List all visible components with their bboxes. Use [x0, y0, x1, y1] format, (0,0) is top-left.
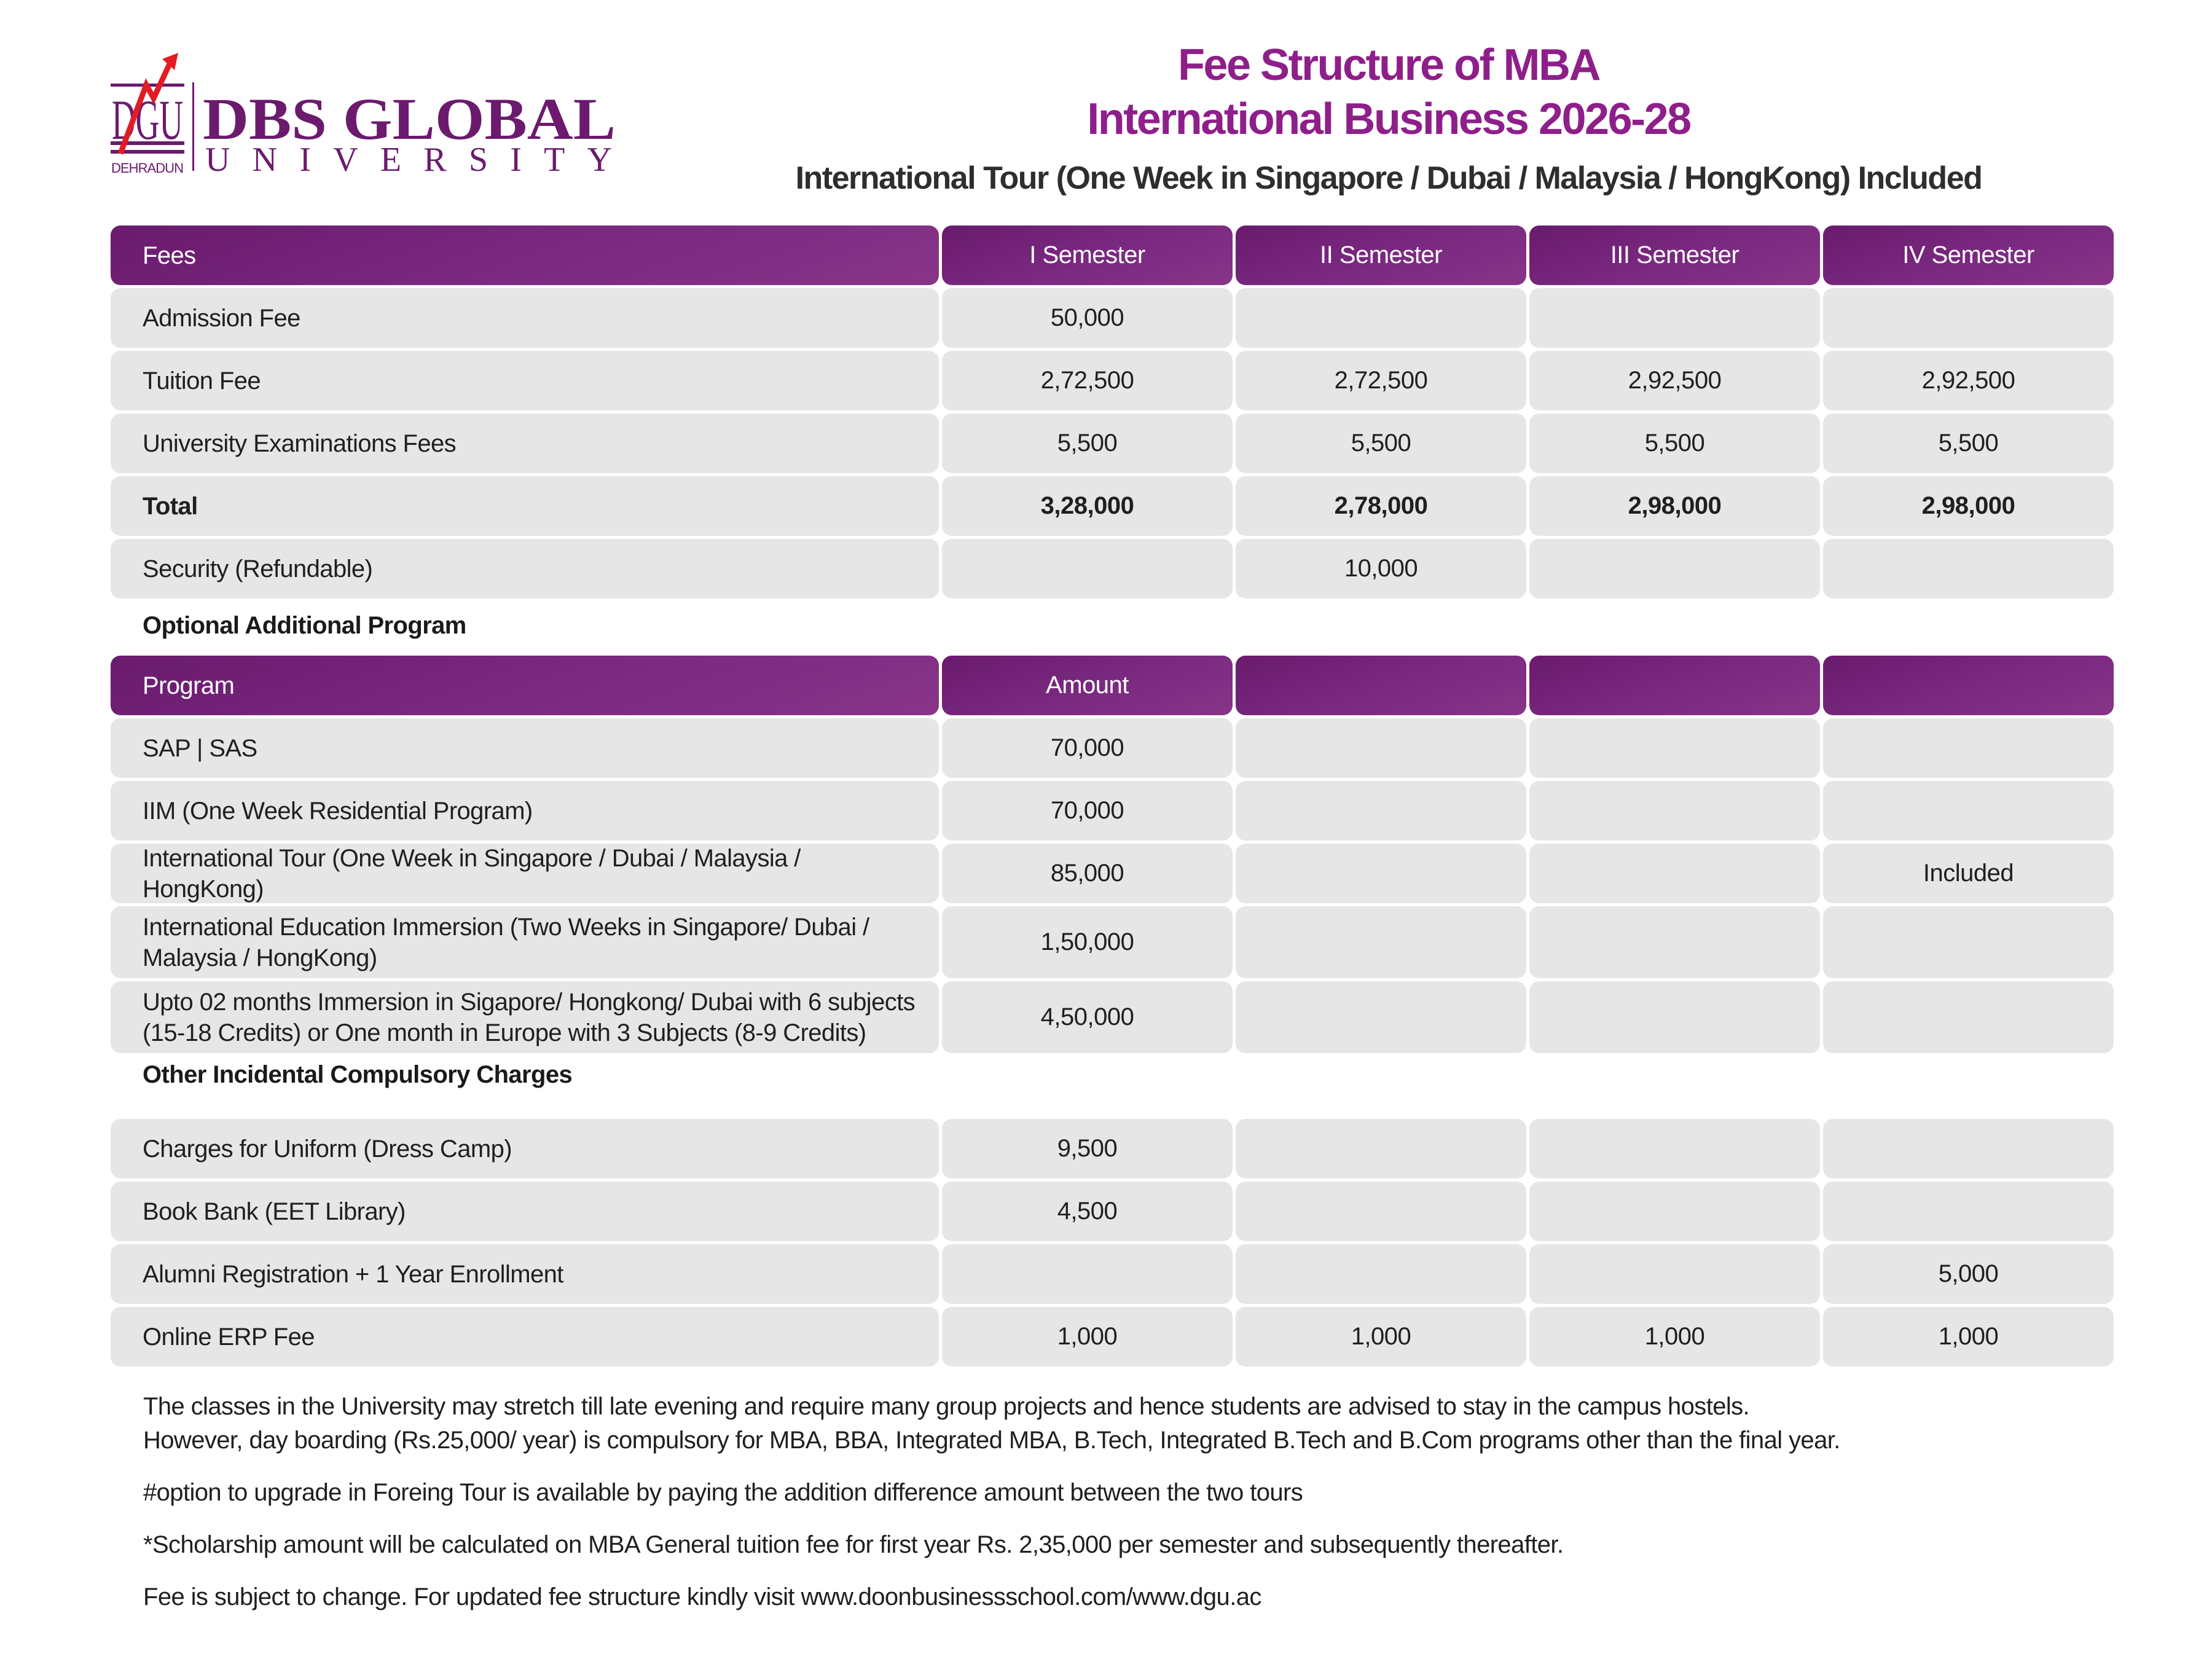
cell-blank — [1529, 906, 1820, 978]
cell-sem1: 9,500 — [942, 1119, 1233, 1179]
cell-sem3: 2,92,500 — [1529, 351, 1820, 410]
table-row-education-immersion — [111, 906, 2114, 978]
cell-blank — [1529, 718, 1820, 778]
row-label: Book Bank (EET Library) — [111, 1182, 939, 1241]
section-heading-optional: Optional Additional Program — [143, 612, 466, 639]
cell-blank — [1236, 844, 1526, 903]
cell-sem2: 5,500 — [1236, 414, 1526, 473]
program-header-row — [111, 656, 2114, 715]
cell-amount: 70,000 — [942, 718, 1233, 778]
table-row-exam-fees — [111, 414, 2114, 473]
logo-divider — [192, 82, 194, 171]
row-label: International Education Immersion (Two Weeks in Singapore/ Dubai / Malaysia / HongKong) — [111, 906, 939, 978]
cell-blank — [1236, 906, 1526, 978]
table-row-admission-fee — [111, 288, 2114, 348]
cell-blank — [1529, 981, 1820, 1053]
table-row-iim — [111, 781, 2114, 841]
row-label: Upto 02 months Immersion in Sigapore/ Hongkong/ Dubai with 6 subjects (15-18 Credits) or One month in Europe with 3 Subjects (8-9 Credits) — [111, 981, 939, 1053]
row-label: IIM (One Week Residential Program) — [111, 781, 939, 841]
cell-blank — [1823, 906, 2114, 978]
row-label: University Examinations Fees — [111, 414, 939, 473]
fee-structure-table — [111, 226, 2114, 1370]
column-header-sem1: I Semester — [942, 226, 1233, 285]
row-label: Admission Fee — [111, 288, 939, 348]
row-label: Security (Refundable) — [111, 539, 939, 598]
cell-sem1: 1,000 — [942, 1307, 1233, 1367]
cell-blank — [1823, 981, 2114, 1053]
cell-sem4 — [1823, 1119, 2114, 1179]
cell-sem4 — [1823, 1182, 2114, 1241]
table-row-uniform — [111, 1119, 2114, 1179]
cell-blank — [1236, 981, 1526, 1053]
cell-sem2 — [1236, 1244, 1526, 1304]
cell-sem4: 5,500 — [1823, 414, 2114, 473]
cell-sem3 — [1529, 288, 1820, 348]
section-heading-incidental: Other Incidental Compulsory Charges — [143, 1061, 573, 1088]
cell-blank — [1529, 844, 1820, 903]
page-title-line2: International Business 2026-28 — [1087, 95, 1690, 144]
cell-sem2: 2,72,500 — [1236, 351, 1526, 410]
cell-sem4 — [1823, 539, 2114, 598]
page-header — [725, 38, 2052, 198]
column-header-fees: Fees — [111, 226, 939, 285]
cell-sem3 — [1529, 1119, 1820, 1179]
cell-sem4: 5,000 — [1823, 1244, 2114, 1304]
column-header-program: Program — [111, 656, 939, 715]
logo-name-line1: DBS GLOBAL — [203, 86, 616, 152]
cell-amount: 70,000 — [942, 781, 1233, 841]
row-label: Alumni Registration + 1 Year Enrollment — [111, 1244, 939, 1304]
table-row-international-tour — [111, 844, 2114, 903]
column-header-blank — [1529, 656, 1820, 715]
cell-blank — [1236, 718, 1526, 778]
row-label: Online ERP Fee — [111, 1307, 939, 1367]
cell-sem2: 2,78,000 — [1236, 476, 1526, 536]
page-subtitle: International Tour (One Week in Singapore / Dubai / Malaysia / HongKong) Included — [795, 160, 1982, 196]
cell-sem1: 5,500 — [942, 414, 1233, 473]
cell-amount: 1,50,000 — [942, 906, 1233, 978]
footnotes — [143, 1390, 2109, 1614]
table-row-online-erp — [111, 1307, 2114, 1367]
dgu-logo — [109, 48, 626, 183]
cell-blank — [1529, 781, 1820, 841]
table-row-alumni-registration — [111, 1244, 2114, 1304]
cell-sem2: 1,000 — [1236, 1307, 1526, 1367]
note-hostel-line1: The classes in the University may stretch till late evening and require many group projects and hence students are advised to stay in the campus hostels. — [143, 1393, 1750, 1420]
cell-sem2: 10,000 — [1236, 539, 1526, 598]
cell-included: Included — [1823, 844, 2114, 903]
column-header-sem4: IV Semester — [1823, 226, 2114, 285]
cell-sem1: 50,000 — [942, 288, 1233, 348]
logo-name-line2: UNIVERSITY — [205, 141, 612, 179]
cell-sem3: 2,98,000 — [1529, 476, 1820, 536]
cell-sem3 — [1529, 539, 1820, 598]
cell-sem4: 2,92,500 — [1823, 351, 2114, 410]
table-row-two-month-immersion — [111, 981, 2114, 1053]
fees-header-row — [111, 226, 2114, 285]
cell-sem2 — [1236, 288, 1526, 348]
table-row-book-bank — [111, 1182, 2114, 1241]
cell-sem1: 2,72,500 — [942, 351, 1233, 410]
cell-sem2 — [1236, 1182, 1526, 1241]
note-disclaimer: Fee is subject to change. For updated fee structure kindly visit www.doonbusinessschool.com/www.dgu.ac — [143, 1583, 1261, 1610]
table-row-sap-sas — [111, 718, 2114, 778]
row-label: International Tour (One Week in Singapore / Dubai / Malaysia / HongKong) — [111, 844, 939, 903]
cell-sem3: 1,000 — [1529, 1307, 1820, 1367]
column-header-sem2: II Semester — [1236, 226, 1526, 285]
row-label: Tuition Fee — [111, 351, 939, 410]
row-label: SAP | SAS — [111, 718, 939, 778]
cell-blank — [1823, 718, 2114, 778]
cell-sem1 — [942, 1244, 1233, 1304]
cell-sem1 — [942, 539, 1233, 598]
cell-sem3 — [1529, 1244, 1820, 1304]
cell-sem4: 1,000 — [1823, 1307, 2114, 1367]
cell-sem3 — [1529, 1182, 1820, 1241]
page-title-line1: Fee Structure of MBA — [1177, 41, 1600, 90]
table-row-tuition-fee — [111, 351, 2114, 410]
note-hostel-line2: However, day boarding (Rs.25,000/ year) is compulsory for MBA, BBA, Integrated MBA, B.Tech, Integrated B.Tech and B.Com programs other than the final year. — [143, 1427, 1840, 1454]
row-label: Total — [111, 476, 939, 536]
cell-sem3: 5,500 — [1529, 414, 1820, 473]
column-header-blank — [1236, 656, 1526, 715]
column-header-sem3: III Semester — [1529, 226, 1820, 285]
table-row-security — [111, 539, 2114, 598]
row-label: Charges for Uniform (Dress Camp) — [111, 1119, 939, 1179]
column-header-blank — [1823, 656, 2114, 715]
note-tour-upgrade: #option to upgrade in Foreing Tour is available by paying the addition difference amount between the two tours — [143, 1479, 1303, 1506]
cell-sem1: 4,500 — [942, 1182, 1233, 1241]
cell-sem4 — [1823, 288, 2114, 348]
logo-monogram: DGU — [112, 88, 183, 151]
cell-blank — [1236, 781, 1526, 841]
cell-amount: 4,50,000 — [942, 981, 1233, 1053]
cell-sem1: 3,28,000 — [942, 476, 1233, 536]
table-row-total — [111, 476, 2114, 536]
cell-sem2 — [1236, 1119, 1526, 1179]
cell-sem4: 2,98,000 — [1823, 476, 2114, 536]
cell-amount: 85,000 — [942, 844, 1233, 903]
logo-city: DEHRADUN — [111, 160, 184, 176]
column-header-amount: Amount — [942, 656, 1233, 715]
note-scholarship: *Scholarship amount will be calculated on MBA General tuition fee for first year Rs. 2,35,000 per semester and subsequently thereafter. — [143, 1531, 1564, 1558]
cell-blank — [1823, 781, 2114, 841]
